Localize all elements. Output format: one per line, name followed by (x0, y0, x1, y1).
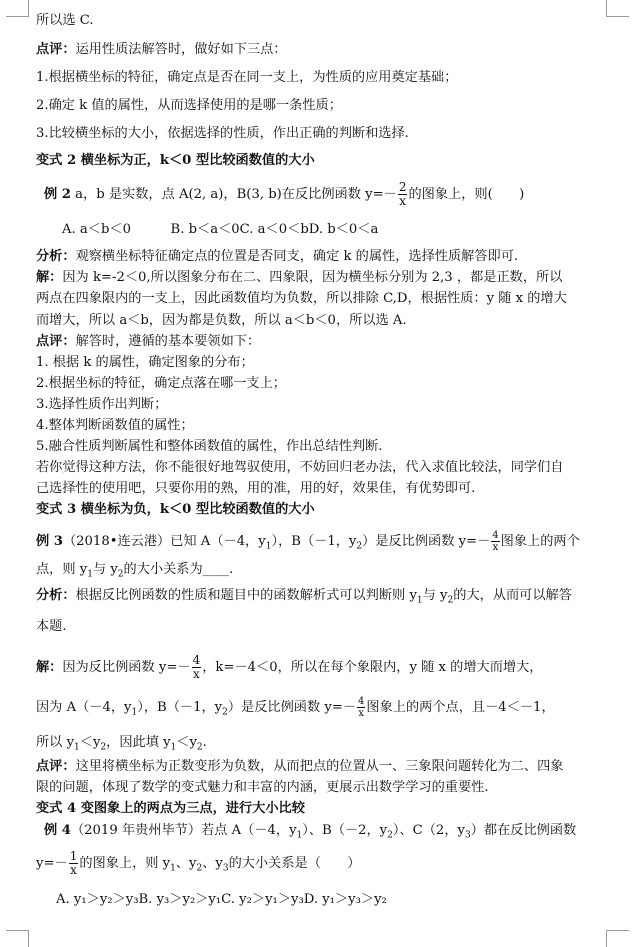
comment-line: 点评：运用性质法解答时，做好如下三点： (36, 42, 287, 57)
text-line: 所以 $y_1<y_2$，因此填 $y_1<y_2$. (36, 735, 207, 753)
comment-line: 点评：这里将横坐标为正数变形为负数，从而把点的位置从一、三象限问题转化为二、四象 (36, 759, 564, 774)
fraction: $\frac{4}{x}$ (358, 696, 365, 719)
text-line: 2.根据坐标的特征，确定点落在哪一支上； (36, 376, 286, 391)
fraction: $\frac{2}{x}$ (398, 180, 407, 208)
section-heading: 变式 3 横坐标为负，k＜0 型比较函数值的大小 (36, 502, 315, 517)
text-line: 己选择性的使用吧，只要你用的熟，用的准，用的好，效果佳，有优势即可. (36, 481, 476, 496)
text-line: 4.整体判断函数值的属性； (36, 418, 194, 433)
text-line: 3.比较横坐标的大小，依据选择的性质，作出正确的判断和选择. (36, 126, 409, 141)
section-heading: 变式 2 横坐标为正，k＜0 型比较函数值的大小 (36, 153, 315, 168)
text-line: 1. 根据 k 的属性，确定图象的分布； (36, 355, 254, 370)
example-line: 例 4（2019 年贵州毕节）若点 A（－4，$y_1$）、B（－2，$y_2$）、C（2，$y_3$）都在反比例函数 (44, 823, 577, 841)
crop-mark-bottom-left (6, 930, 29, 947)
options-line: A. y₁＞y₂＞y₃B. y₃＞y₂＞y₁C. y₂＞y₁＞y₃D. y₁＞y₃＞y₂ (56, 892, 387, 907)
text-line: 限的问题，体现了数学的变式魅力和丰富的内涵，更展示出数学学习的重要性. (36, 780, 489, 795)
text-line: 两点在四象限内的一支上，因此函数值均为负数，所以排除 C,D，根据性质：y 随 x 的增大 (36, 291, 567, 306)
text-line: 本题. (36, 619, 67, 634)
text-line: 5.融合性质判断属性和整体函数值的属性，作出总结性判断. (36, 439, 383, 454)
text-line: 而增大，所以 a＜b，因为都是负数，所以 a＜b＜0，所以选 A. (36, 313, 407, 328)
fraction: $\frac{1}{x}$ (69, 849, 78, 877)
solution-line: 解：因为反比例函数 y=－ $\frac{4}{x}$ ，k=－4＜0，所以在每个象限内，y 随 x 的增大而增大， (36, 653, 543, 681)
text-line: 所以选 C. (36, 13, 94, 28)
fraction: $\frac{4}{x}$ (192, 653, 201, 681)
crop-mark-top-left (6, 0, 29, 17)
text-line: 点，则 $y_1$与 $y_2$的大小关系为____. (36, 562, 234, 580)
section-heading: 变式 4 变图象上的两点为三点，进行大小比较 (36, 801, 305, 816)
example-line: 例 2 a，b 是实数，点 A(2, a)，B(3, b)在反比例函数 y=－ $\frac{2}{x}$ 的图象上，则( ) (44, 180, 525, 208)
solution-line: 解：因为 k=-2＜0,所以图象分布在二、四象限，因为横坐标分别为 2,3 ，都是正数，所以 (36, 270, 563, 285)
text-line: 1.根据横坐标的特征，确定点是否在同一支上，为性质的应用奠定基础； (36, 70, 458, 85)
crop-mark-bottom-right (606, 930, 629, 947)
text-line: 因为 A（－4，$y_1$），B（－1，$y_2$）是反比例函数 y=－ $\frac{4}{x}$ 图象上的两个点，且－4＜－1， (36, 696, 555, 719)
text-line: y=－ $\frac{1}{x}$ 的图象上，则 $y_1$、$y_2$、$y_3$的大小关系是（ ） (36, 849, 361, 877)
analysis-line: 分析：根据反比例函数的性质和题目中的函数解析式可以判断则 $y_1$与 $y_2$的大，从而可以解答 (36, 588, 572, 606)
crop-mark-top-right (606, 0, 629, 17)
analysis-line: 分析：观察横坐标特征确定点的位置是否同支，确定 k 的属性，选择性质解答即可. (36, 249, 519, 264)
text-line: 若你觉得这种方法，你不能很好地驾驭使用，不妨回归老办法，代入求值比较法，同学们自 (36, 460, 564, 475)
comment-line: 点评：解答时，遵循的基本要领如下： (36, 334, 261, 349)
text-line: 2.确定 k 值的属性，从而选择使用的是哪一条性质； (36, 98, 342, 113)
fraction: $\frac{4}{x}$ (492, 530, 499, 553)
text-line: 3.选择性质作出判断； (36, 397, 168, 412)
example-line: 例 3（2018•连云港）已知 A（－4，$y_1$），B（－1，$y_2$）是反比例函数 y=－ $\frac{4}{x}$ 图象上的两个 (36, 530, 580, 553)
options-line: A. a＜b＜0 B. b＜a＜0C. a＜0＜bD. b＜0＜a (62, 222, 379, 237)
